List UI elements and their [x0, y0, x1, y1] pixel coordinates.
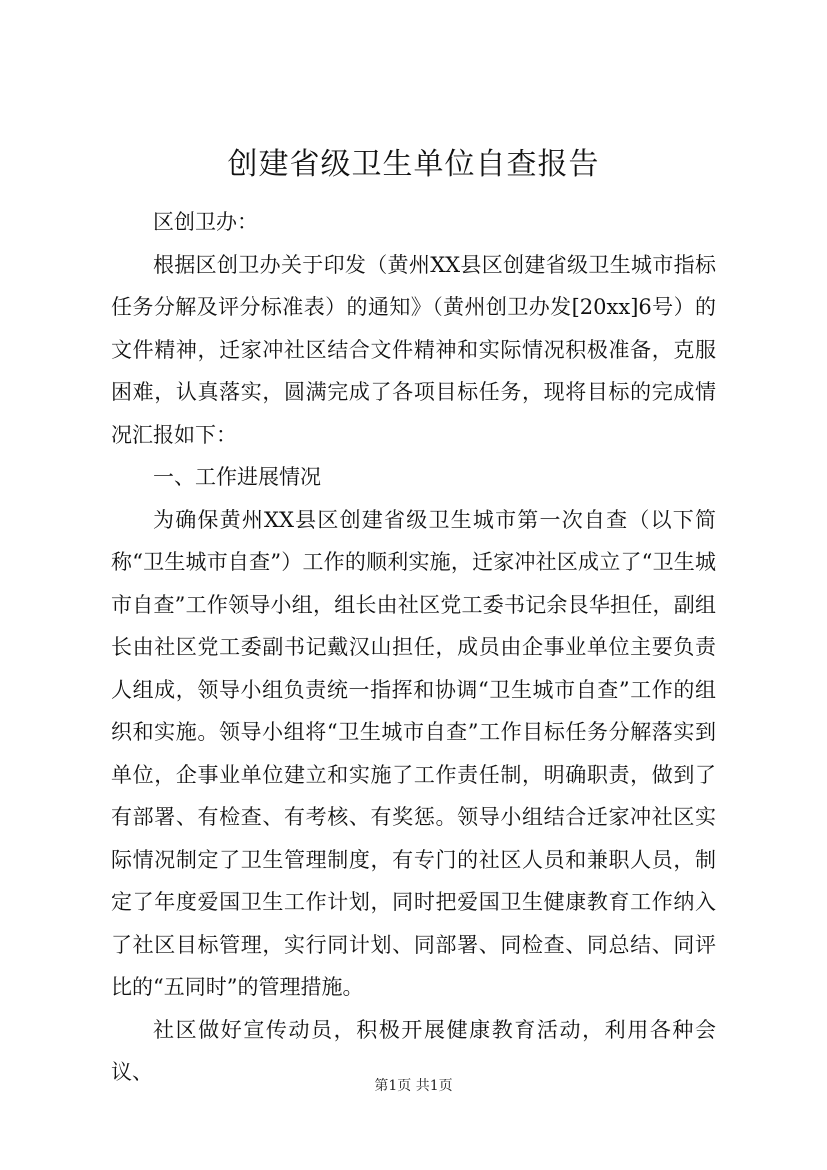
document-title: 创建省级卫生单位自查报告: [227, 147, 600, 182]
page-number-footer: 第1页 共1页: [374, 1078, 453, 1094]
paragraph-intro: 根据区创卫办关于印发（黄州XX县区创建省级卫生城市指标任务分解及评分标准表）的通知》（黄州创卫办发[20xx]6号）的文件精神，迁家冲社区结合文件精神和实际情况积极准备，克服困难，认真落实，圆满完成了各项目标任务，现将目标的完成情况汇报如下：: [111, 252, 716, 447]
section-heading: 一、工作进展情况: [153, 465, 321, 489]
salutation: 区创卫办：: [153, 210, 258, 234]
paragraph-publicity: 社区做好宣传动员，积极开展健康教育活动，利用各种会议、: [111, 1017, 716, 1084]
paragraph-work-progress: 为确保黄州XX县区创建省级卫生城市第一次自查（以下简称“卫生城市自查”）工作的顺利实施，迁家冲社区成立了“卫生城市自查”工作领导小组，组长由社区党工委书记余艮华担任，副组长由社区党工委副书记戴汉山担任，成员由企事业单位主要负责人组成，领导小组负责统一指挥和协调“卫生城市自查”工作的组织和实施。领导小组将“卫生城市自查”工作目标任务分解落实到单位，企事业单位建立和实施了工作责任制，明确职责，做到了有部署、有检查、有考核、有奖惩。领导小组结合迁家冲社区实际情况制定了卫生管理制度，有专门的社区人员和兼职人员，制定了年度爱国卫生工作计划，同时把爱国卫生健康教育工作纳入了社区目标管理，实行同计划、同部署、同检查、同总结、同评比的“五同时”的管理措施。: [111, 507, 716, 999]
document-body: [111, 201, 716, 1094]
